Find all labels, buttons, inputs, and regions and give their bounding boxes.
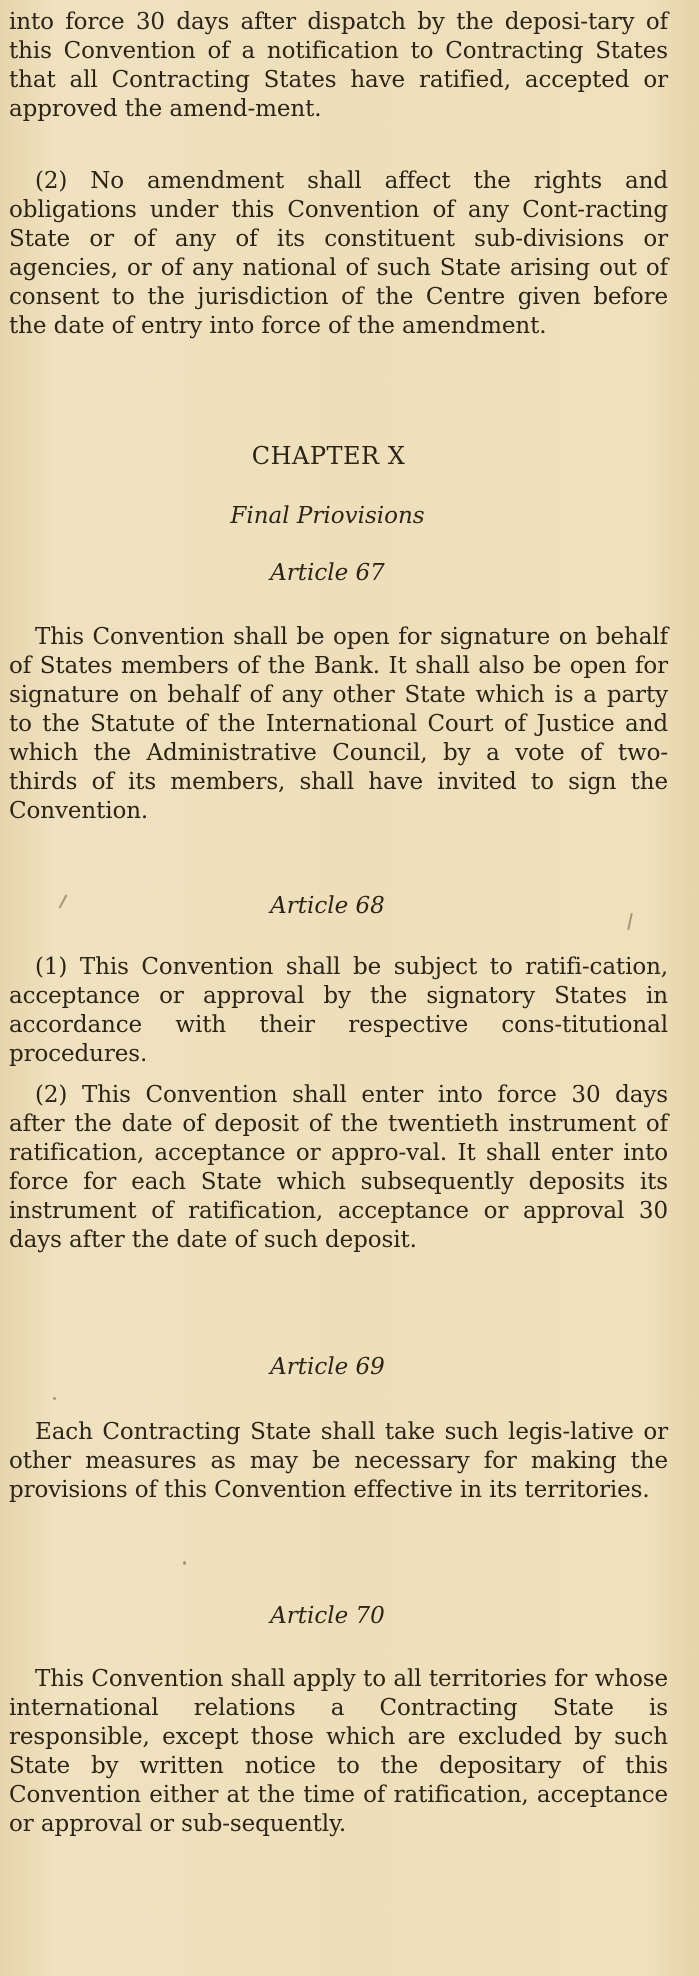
page-speck [183, 1561, 186, 1565]
chapter-subheading: Final Priovisions [230, 503, 425, 529]
article-70-heading: Article 70 [270, 1603, 385, 1629]
page-speck [53, 1397, 56, 1400]
article-68-heading: Article 68 [270, 893, 385, 919]
article-67-paragraph: This Convention shall be open for signature on behalf of States members of the Bank. It shall also be open for signature on behalf of any other State which is a party to the Statute of the International Court of Justice and which the Administrative Council, by a vote of two-thirds of its members, shall have invited to sign the Convention. [9, 624, 668, 824]
article-67-heading: Article 67 [270, 560, 385, 586]
article-69-paragraph: Each Contracting State shall take such legis-lative or other measures as may be necessary for making the provisions of this Convention effective in its territories. [9, 1419, 668, 1503]
article-68-paragraph-2: (2) This Convention shall enter into force 30 days after the date of deposit of the twentieth instrument of ratification, acceptance or appro-val. It shall enter into force for each State which subsequently deposits its instrument of ratification, acceptance or approval 30 days after the date of such deposit. [9, 1082, 668, 1253]
amendment-paragraph-2: (2) No amendment shall affect the rights and obligations under this Convention of any Cont-racting State or of any of its constituent sub-divisions or agencies, or of any national of such State arising out of consent to the jurisdiction of the Centre given before the date of entry into force of the amendment. [9, 168, 668, 339]
article-70-paragraph: This Convention shall apply to all territories for whose international relations a Contracting State is responsible, except those which are excluded by such State by written notice to the depositary of this Convention either at the time of ratification, acceptance or approval or sub-sequently. [9, 1666, 668, 1837]
article-68-paragraph-1: (1) This Convention shall be subject to ratifi-cation, acceptance or approval by the signatory States in accordance with their respective cons-titutional procedures. [9, 954, 668, 1067]
article-69-heading: Article 69 [270, 1354, 385, 1380]
amendment-continuation-paragraph: into force 30 days after dispatch by the deposi-tary of this Convention of a notification to Contracting States that all Contracting States have ratified, accepted or approved the amend-ment. [9, 9, 668, 122]
chapter-heading: CHAPTER X [251, 442, 406, 470]
